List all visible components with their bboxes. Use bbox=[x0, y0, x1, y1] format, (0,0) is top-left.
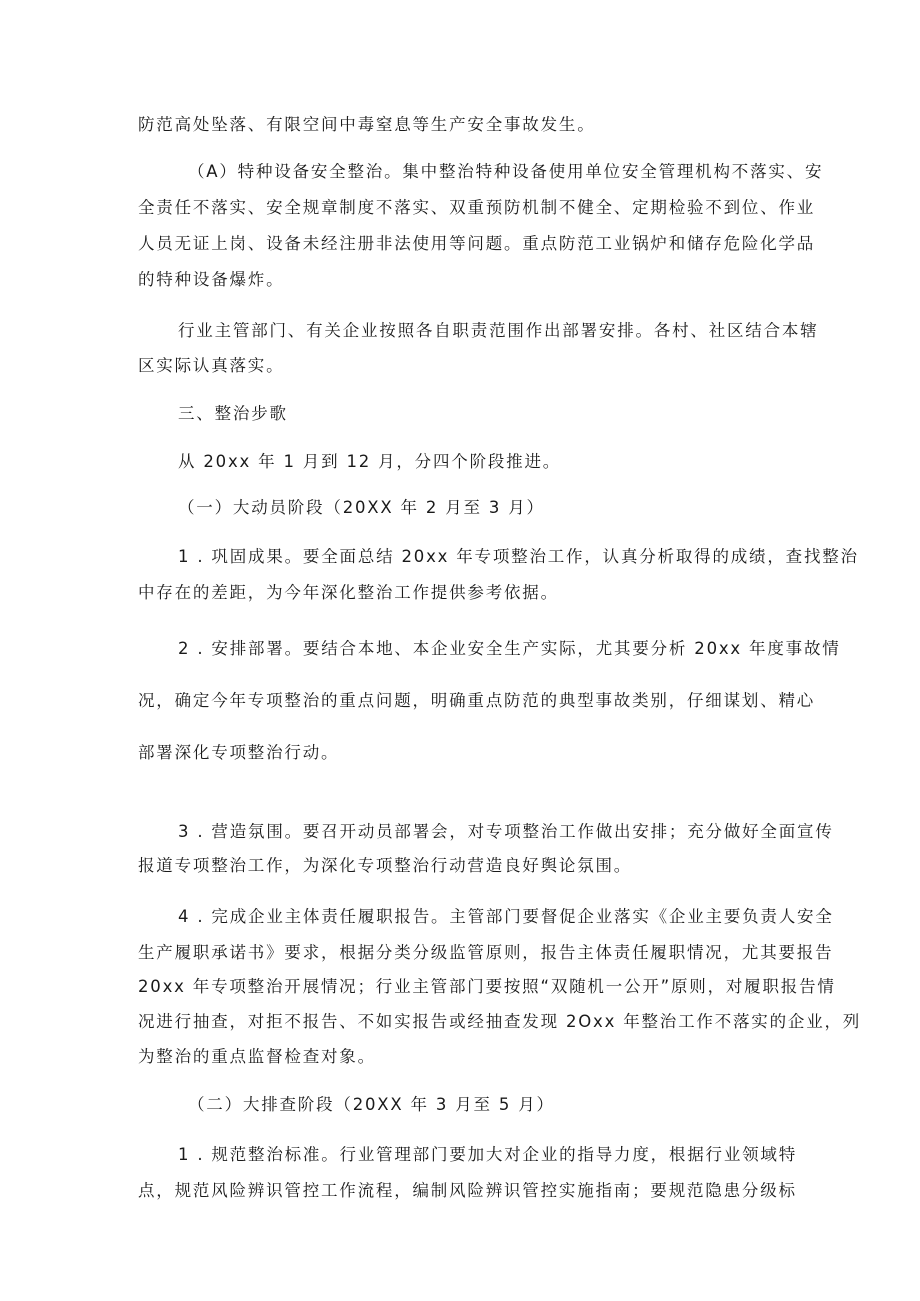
text-line: 3 . 营造氛围。要召开动员部署会，对专项整治工作做出安排；充分做好全面宣传 bbox=[178, 822, 834, 841]
text-line: 2 . 安排部署。要结合本地、本企业安全生产实际，尤其要分析 20xx 年度事故情 bbox=[178, 639, 841, 658]
text-line: 人员无证上岗、设备未经注册非法使用等问题。重点防范工业锅炉和储存危险化学品 bbox=[138, 234, 816, 253]
text-line: 生产履职承诺书》要求，根据分类分级监管原则，报告主体责任履职情况，尤其要报告 bbox=[138, 943, 834, 962]
text-line: 点，规范风险辨识管控工作流程，编制风险辨识管控实施指南；要规范隐患分级标 bbox=[138, 1181, 797, 1200]
text-line: 4 . 完成企业主体责任履职报告。主管部门要督促企业落实《企业主要负责人安全 bbox=[178, 907, 834, 926]
text-line: 为整治的重点监督检查对象。 bbox=[138, 1047, 376, 1066]
text-line: 行业主管部门、有关企业按照各自职责范围作出部署安排。各村、社区结合本辖 bbox=[178, 321, 819, 340]
text-line: 1 . 规范整治标准。行业管理部门要加大对企业的指导力度，根据行业领域特 bbox=[178, 1145, 798, 1164]
text-line: 况进行抽查，对拒不报告、不如实报告或经抽查发现 2Oxx 年整治工作不落实的企业，列 bbox=[138, 1012, 862, 1031]
text-line: 区实际认真落实。 bbox=[138, 356, 285, 375]
text-line: 全责任不落实、安全规章制度不落实、双重预防机制不健全、定期检验不到位、作业 bbox=[138, 198, 816, 217]
text-line: 防范高处坠落、有限空间中毒窒息等生产安全事故发生。 bbox=[138, 115, 596, 134]
subsection-heading: （一）大动员阶段（20XX 年 2 月至 3 月） bbox=[178, 498, 545, 517]
text-line: 部署深化专项整治行动。 bbox=[138, 743, 340, 762]
text-line: （A）特种设备安全整治。集中整治特种设备使用单位安全管理机构不落实、安 bbox=[188, 162, 824, 181]
section-heading: 三、整治步歌 bbox=[178, 404, 288, 423]
subsection-heading: （二）大排查阶段（20XX 年 3 月至 5 月） bbox=[188, 1095, 555, 1114]
text-line: 中存在的差距，为今年深化整治工作提供参考依据。 bbox=[138, 583, 559, 602]
text-line: 报道专项整治工作，为深化专项整治行动营造良好舆论氛围。 bbox=[138, 856, 633, 875]
text-line: 况，确定今年专项整治的重点问题，明确重点防范的典型事故类别，仔细谋划、精心 bbox=[138, 691, 816, 710]
text-line: 1 . 巩固成果。要全面总结 20xx 年专项整治工作，认真分析取得的成绩，查找整治 bbox=[178, 547, 859, 566]
text-line: 从 20xx 年 1 月到 12 月，分四个阶段推进。 bbox=[178, 452, 562, 471]
text-line: 20xx 年专项整治开展情况；行业主管部门要按照“双随机一公开”原则，对履职报告情 bbox=[138, 977, 836, 996]
text-line: 的特种设备爆炸。 bbox=[138, 270, 285, 289]
